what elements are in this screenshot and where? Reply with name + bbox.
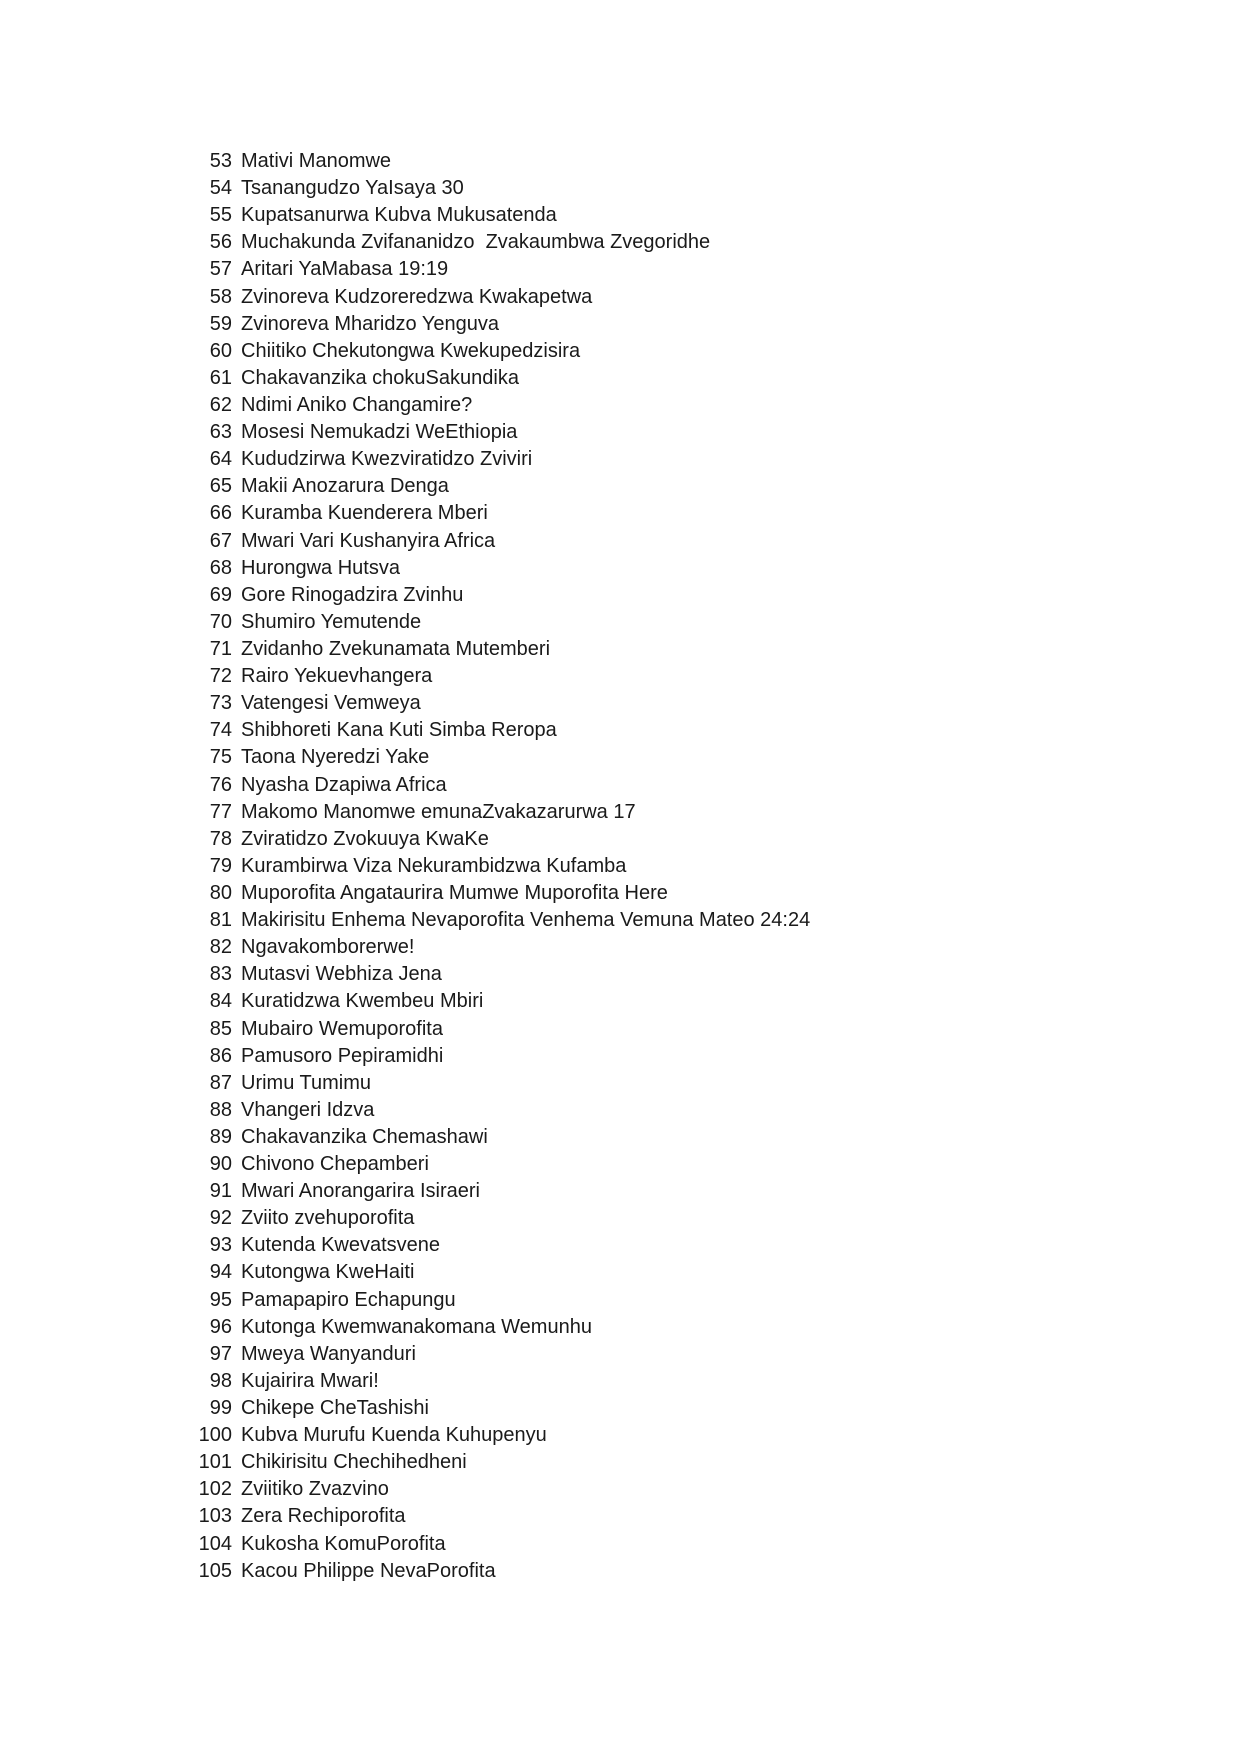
list-item xyxy=(190,934,810,961)
list-item xyxy=(190,175,810,202)
item-number: 54 xyxy=(209,177,232,200)
list-item xyxy=(190,988,810,1015)
item-number: 97 xyxy=(209,1342,232,1365)
list-item xyxy=(190,229,810,256)
item-title: Makii Anozarura Denga xyxy=(241,475,449,498)
list-item xyxy=(190,528,810,555)
list-item xyxy=(190,338,810,365)
item-title: Ngavakomborerwe! xyxy=(241,936,415,959)
item-number: 53 xyxy=(209,150,232,172)
item-title: Rairo Yekuevhangera xyxy=(241,665,433,688)
list-item xyxy=(190,1341,810,1368)
list-item xyxy=(190,1205,810,1232)
item-number: 95 xyxy=(209,1288,232,1311)
item-title: Zviratidzo Zvokuuya KwaKe xyxy=(241,827,489,850)
item-title: Chakavanzika chokuSakundika xyxy=(241,366,519,389)
item-number: 75 xyxy=(209,746,232,769)
item-title: Muporofita Angataurira Mumwe Muporofita Here xyxy=(241,881,668,904)
item-title: Mwari Vari Kushanyira Africa xyxy=(241,529,496,552)
item-title: Kukosha KomuPorofita xyxy=(241,1532,446,1555)
item-title: Kutenda Kwevatsvene xyxy=(241,1234,441,1257)
item-number: 57 xyxy=(209,258,232,281)
item-title: Kududzirwa Kwezviratidzo Zviviri xyxy=(241,448,533,471)
item-title: Hurongwa Hutsva xyxy=(241,556,400,579)
list-item xyxy=(190,392,810,419)
list-item xyxy=(190,1287,810,1314)
item-title: Mativi Manomwe xyxy=(241,150,392,172)
item-number: 103 xyxy=(198,1505,232,1528)
item-number: 87 xyxy=(209,1071,232,1094)
list-item xyxy=(190,256,810,283)
list-item xyxy=(190,853,810,880)
list-item xyxy=(190,555,810,582)
item-title: Mweya Wanyanduri xyxy=(241,1342,416,1365)
list-item xyxy=(190,880,810,907)
list-item xyxy=(190,202,810,229)
item-title: Vhangeri Idzva xyxy=(241,1098,375,1121)
item-number: 76 xyxy=(209,773,232,796)
item-number: 102 xyxy=(198,1478,232,1501)
item-title: Kutongwa KweHaiti xyxy=(241,1261,415,1284)
item-title: Chivono Chepamberi xyxy=(241,1153,429,1176)
list-item xyxy=(190,1016,810,1043)
item-title: Pamusoro Pepiramidhi xyxy=(241,1044,444,1067)
list-item xyxy=(190,717,810,744)
item-title: Zvidanho Zvekunamata Mutemberi xyxy=(241,637,551,660)
item-number: 88 xyxy=(209,1098,232,1121)
list-item xyxy=(190,1368,810,1395)
list-item xyxy=(190,1503,810,1530)
list-item xyxy=(190,419,810,446)
item-number: 67 xyxy=(209,529,232,552)
item-title: Kacou Philippe NevaPorofita xyxy=(241,1559,496,1582)
item-title: Makirisitu Enhema Nevaporofita Venhema Vemuna Mateo 24:24 xyxy=(241,909,811,932)
list-item xyxy=(190,1558,810,1585)
item-number: 62 xyxy=(209,393,232,416)
list-item xyxy=(190,1395,810,1422)
item-title: Gore Rinogadzira Zvinhu xyxy=(241,583,464,606)
item-title: Zvinoreva Kudzoreredzwa Kwakapetwa xyxy=(241,285,593,308)
list-item xyxy=(190,907,810,934)
list-item xyxy=(190,582,810,609)
list-item xyxy=(190,961,810,988)
list-item xyxy=(190,636,810,663)
item-number: 68 xyxy=(209,556,232,579)
list-item xyxy=(190,473,810,500)
item-number: 65 xyxy=(209,475,232,498)
list-item xyxy=(190,663,810,690)
list-item xyxy=(190,1043,810,1070)
item-title: Chakavanzika Chemashawi xyxy=(241,1125,488,1148)
list-item xyxy=(190,284,810,311)
item-number: 79 xyxy=(209,854,232,877)
item-number: 85 xyxy=(209,1017,232,1040)
list-item xyxy=(190,446,810,473)
item-title: Kuramba Kuenderera Mberi xyxy=(241,502,488,525)
item-title: Mwari Anorangarira Isiraeri xyxy=(241,1180,480,1203)
list-item xyxy=(190,772,810,799)
list-item xyxy=(190,1097,810,1124)
item-number: 66 xyxy=(209,502,232,525)
item-title: Kutonga Kwemwanakomana Wemunhu xyxy=(241,1315,592,1338)
item-number: 70 xyxy=(209,610,232,633)
item-number: 59 xyxy=(209,312,232,335)
item-title: Chikepe CheTashishi xyxy=(241,1397,429,1420)
item-title: Taona Nyeredzi Yake xyxy=(241,746,430,769)
list-item xyxy=(190,1070,810,1097)
item-number: 80 xyxy=(209,881,232,904)
item-number: 81 xyxy=(209,909,232,932)
item-title: Zviito zvehuporofita xyxy=(241,1207,415,1230)
item-number: 61 xyxy=(209,366,232,389)
list-item xyxy=(190,799,810,826)
list-item xyxy=(190,148,810,175)
list-item xyxy=(190,826,810,853)
list-item xyxy=(190,1232,810,1259)
item-number: 90 xyxy=(209,1153,232,1176)
item-number: 74 xyxy=(209,719,232,742)
item-number: 56 xyxy=(209,231,232,254)
item-number: 84 xyxy=(209,990,232,1013)
list-item xyxy=(190,500,810,527)
list-item xyxy=(190,1124,810,1151)
item-number: 96 xyxy=(209,1315,232,1338)
item-title: Makomo Manomwe emunaZvakazarurwa 17 xyxy=(241,800,636,823)
item-number: 105 xyxy=(198,1559,232,1582)
item-number: 60 xyxy=(209,339,232,362)
item-title: Shumiro Yemutende xyxy=(241,610,422,633)
item-number: 100 xyxy=(198,1424,232,1447)
item-number: 86 xyxy=(209,1044,232,1067)
item-number: 58 xyxy=(209,285,232,308)
item-title: Chikirisitu Chechihedheni xyxy=(241,1451,467,1474)
item-number: 92 xyxy=(209,1207,232,1230)
list-item xyxy=(190,690,810,717)
item-number: 89 xyxy=(209,1125,232,1148)
item-title: Kurambirwa Viza Nekurambidzwa Kufamba xyxy=(241,854,627,877)
item-number: 69 xyxy=(209,583,232,606)
item-title: Urimu Tumimu xyxy=(241,1071,372,1094)
item-number: 78 xyxy=(209,827,232,850)
item-number: 99 xyxy=(209,1397,232,1420)
item-title: Zera Rechiporofita xyxy=(241,1505,406,1528)
item-number: 73 xyxy=(209,692,232,715)
item-number: 77 xyxy=(209,800,232,823)
item-title: Chiitiko Chekutongwa Kwekupedzisira xyxy=(241,339,581,362)
item-title: Nyasha Dzapiwa Africa xyxy=(241,773,447,796)
list-item xyxy=(190,1422,810,1449)
item-title: Aritari YaMabasa 19:19 xyxy=(241,258,449,281)
item-title: Kujairira Mwari! xyxy=(241,1369,379,1392)
list-item xyxy=(190,1178,810,1205)
item-title: Ndimi Aniko Changamire? xyxy=(241,393,473,416)
item-title: Mosesi Nemukadzi WeEthiopia xyxy=(241,421,518,444)
item-number: 63 xyxy=(209,421,232,444)
item-title: Tsanangudzo YaIsaya 30 xyxy=(241,177,464,200)
item-number: 55 xyxy=(209,204,232,227)
item-number: 94 xyxy=(209,1261,232,1284)
numbered-title-list xyxy=(190,148,810,1585)
item-number: 101 xyxy=(198,1451,232,1474)
item-title: Mubairo Wemuporofita xyxy=(241,1017,443,1040)
item-title: Zvinoreva Mharidzo Yenguva xyxy=(241,312,499,335)
item-title: Muchakunda Zvifananidzo Zvakaumbwa Zvegoridhe xyxy=(241,231,711,254)
list-item xyxy=(190,744,810,771)
list-item xyxy=(190,365,810,392)
list-item xyxy=(190,1476,810,1503)
item-title: Pamapapiro Echapungu xyxy=(241,1288,456,1311)
item-title: Kuratidzwa Kwembeu Mbiri xyxy=(241,990,484,1013)
list-item xyxy=(190,1151,810,1178)
item-title: Kubva Murufu Kuenda Kuhupenyu xyxy=(241,1424,547,1447)
item-number: 64 xyxy=(209,448,232,471)
item-title: Zviitiko Zvazvino xyxy=(241,1478,389,1501)
item-title: Shibhoreti Kana Kuti Simba Reropa xyxy=(241,719,557,742)
item-number: 71 xyxy=(209,637,232,660)
item-number: 104 xyxy=(198,1532,232,1555)
item-title: Vatengesi Vemweya xyxy=(241,692,421,715)
item-number: 93 xyxy=(209,1234,232,1257)
item-number: 98 xyxy=(209,1369,232,1392)
list-item xyxy=(190,1259,810,1286)
item-title: Kupatsanurwa Kubva Mukusatenda xyxy=(241,204,557,227)
list-item xyxy=(190,1531,810,1558)
list-item xyxy=(190,1314,810,1341)
item-number: 91 xyxy=(209,1180,232,1203)
item-title: Mutasvi Webhiza Jena xyxy=(241,963,442,986)
item-number: 72 xyxy=(209,665,232,688)
list-item xyxy=(190,609,810,636)
item-number: 82 xyxy=(209,936,232,959)
list-item xyxy=(190,1449,810,1476)
item-number: 83 xyxy=(209,963,232,986)
list-item xyxy=(190,311,810,338)
